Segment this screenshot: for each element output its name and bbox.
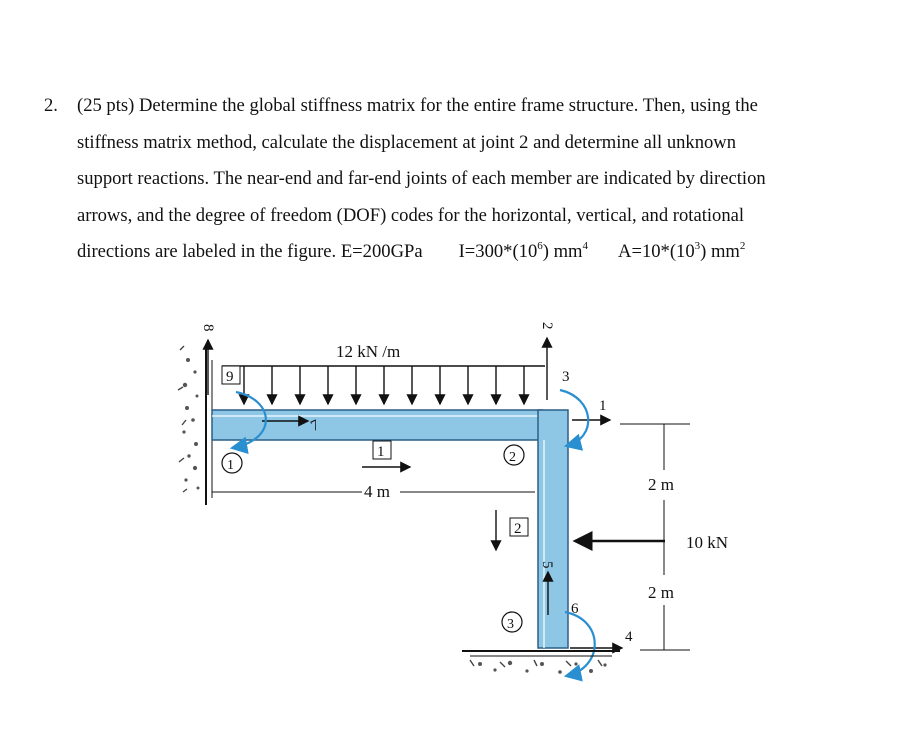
dof-code: 6 <box>571 601 579 617</box>
problem-line: (25 pts) Determine the global stiffness matrix for the entire frame structure. Then, using the <box>77 95 758 116</box>
member-label: 1 <box>377 444 385 460</box>
point-load-label: 10 kN <box>686 533 729 552</box>
dof-code: 9 <box>226 369 234 385</box>
dof-code: 5 <box>539 561 555 569</box>
vertical-member <box>538 410 568 648</box>
dof-code: 3 <box>562 369 570 385</box>
joint-label: 1 <box>227 458 234 473</box>
problem-line: arrows, and the degree of freedom (DOF) codes for the horizontal, vertical, and rotational <box>77 204 745 226</box>
ground-support <box>462 651 620 674</box>
load-label: 12 kN /m <box>336 342 401 361</box>
problem-line: support reactions. The near-end and far-end joints of each member are indicated by direction <box>77 168 766 190</box>
problem-line-properties <box>77 234 884 271</box>
properties-lead: directions are labeled in the figure. <box>77 241 337 263</box>
dof-code: 4 <box>625 629 633 645</box>
left-wall-support <box>176 345 212 505</box>
distributed-load <box>222 366 545 404</box>
lower-height-label: 2 m <box>648 583 674 602</box>
span-dimension: 4 m <box>364 482 390 501</box>
dof-code: 2 <box>539 322 555 330</box>
horizontal-member <box>212 410 542 440</box>
frame-figure <box>160 300 760 700</box>
upper-height-label: 2 m <box>648 475 674 494</box>
joint-label: 3 <box>507 617 514 632</box>
dof-code: 7 <box>308 417 322 435</box>
cross-section-area: $A=10*(10^3)$ $mm^2$ <box>618 240 746 263</box>
dof-code: 1 <box>599 398 607 414</box>
dof-code: 8 <box>200 324 216 332</box>
height-dimension <box>620 424 690 650</box>
joint-label: 2 <box>509 450 516 465</box>
problem-statement <box>44 88 884 271</box>
moment-of-inertia: $I=300*(10^6)$ $mm^4$ <box>458 240 589 263</box>
elastic-modulus: E=200GPa <box>340 241 423 263</box>
member-label: 2 <box>514 521 522 537</box>
rotation-arrow-joint-3 <box>565 612 595 676</box>
problem-number: 2. <box>44 95 58 116</box>
problem-line: stiffness matrix method, calculate the displacement at joint 2 and determine all unknown <box>77 131 737 153</box>
